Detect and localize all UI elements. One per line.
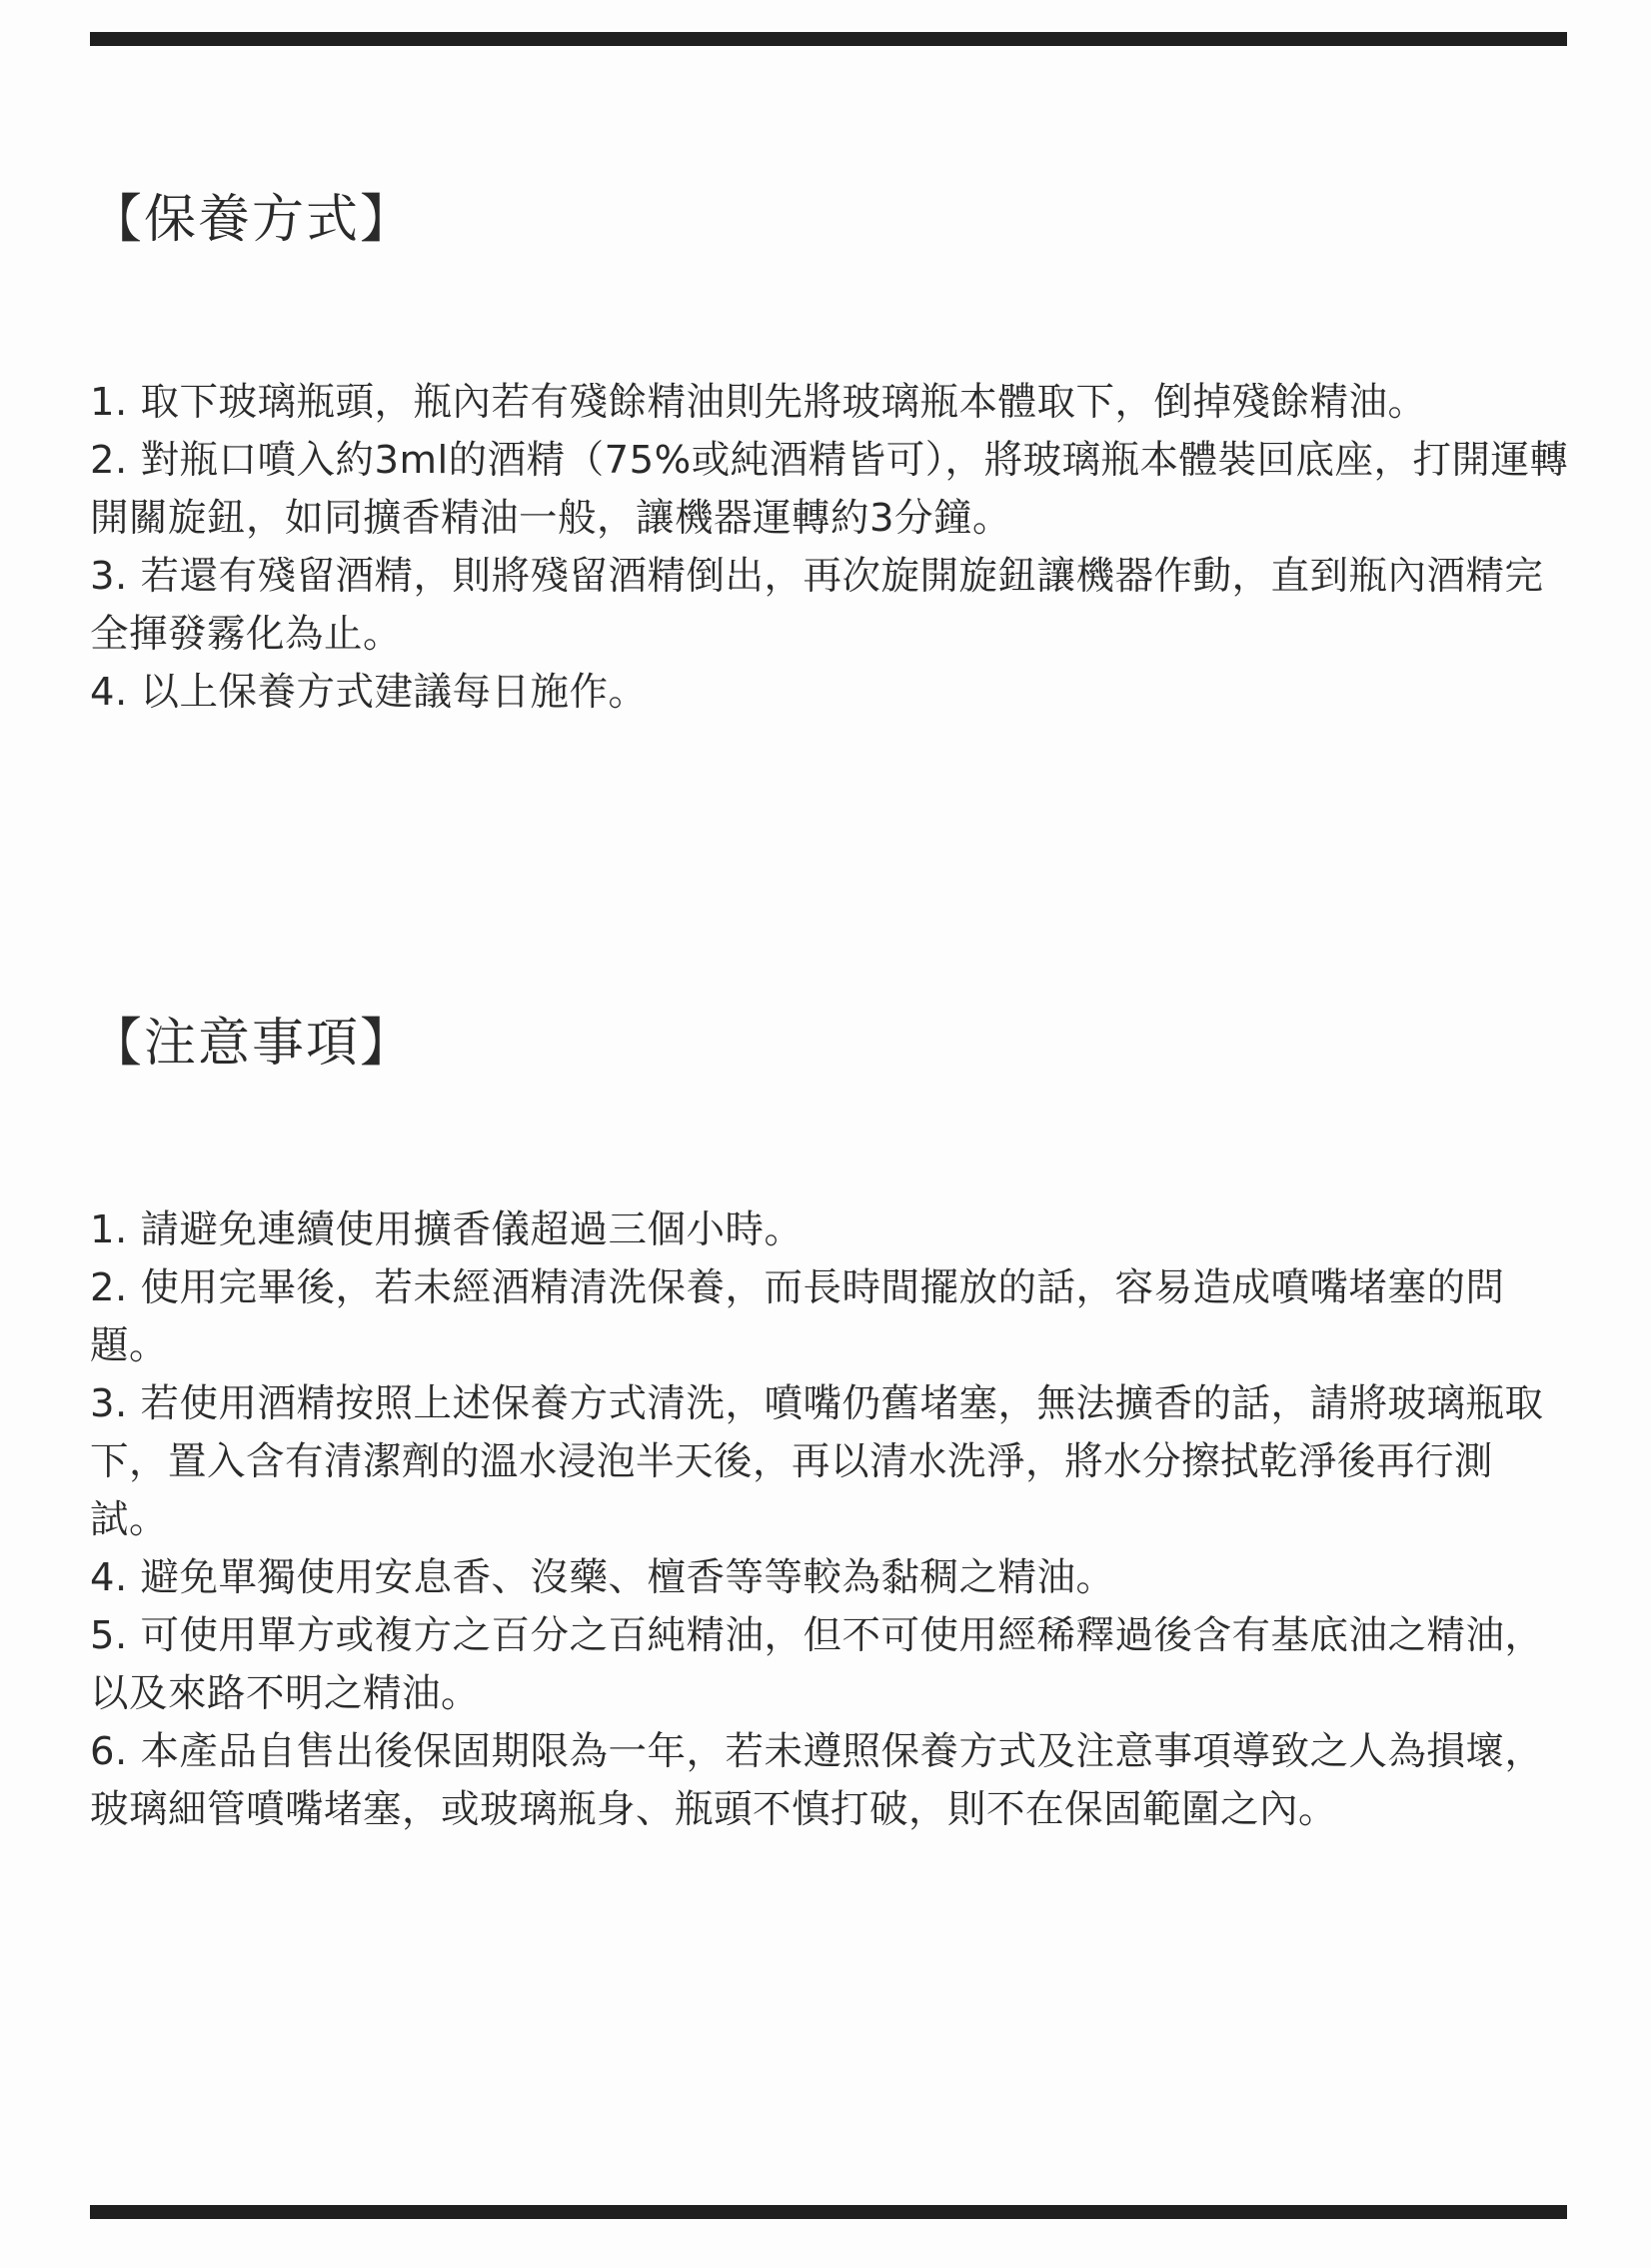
care-section <box>90 180 1569 722</box>
list-item: 4. 以上保養方式建議每日施作。 <box>90 670 648 715</box>
care-heading: 【保養方式】 <box>90 190 415 250</box>
list-item: 6. 本產品自售出後保固期限為一年，若未遵照保養方式及注意事項導致之人為損壞，玻璃細管噴嘴堵塞，或玻璃瓶身、瓶頭不慎打破，則不在保固範圍之內。 <box>90 1729 1544 1832</box>
notice-list <box>90 1201 1569 1839</box>
notice-heading: 【注意事項】 <box>90 1014 415 1074</box>
top-divider <box>90 32 1567 46</box>
care-list <box>90 374 1569 722</box>
list-item: 2. 對瓶口噴入約3ml的酒精（75%或純酒精皆可），將玻璃瓶本體裝回底座，打開運轉開關旋鈕，如同擴香精油一般，讓機器運轉約3分鐘。 <box>90 438 1569 541</box>
bottom-divider <box>90 2205 1567 2219</box>
notice-section <box>90 1004 1569 1839</box>
list-item: 1. 取下玻璃瓶頭，瓶內若有殘餘精油則先將玻璃瓶本體取下，倒掉殘餘精油。 <box>90 380 1427 425</box>
list-item: 5. 可使用單方或複方之百分之百純精油，但不可使用經稀釋過後含有基底油之精油，以及來路不明之精油。 <box>90 1613 1544 1716</box>
list-item: 4. 避免單獨使用安息香、沒藥、檀香等等較為黏稠之精油。 <box>90 1555 1115 1600</box>
list-item: 3. 若還有殘留酒精，則將殘留酒精倒出，再次旋開旋鈕讓機器作動，直到瓶內酒精完全揮發霧化為止。 <box>90 554 1544 657</box>
list-item: 1. 請避免連續使用擴香儀超過三個小時。 <box>90 1207 804 1252</box>
list-item: 2. 使用完畢後，若未經酒精清洗保養，而長時間擺放的話，容易造成噴嘴堵塞的問題。 <box>90 1265 1505 1368</box>
list-item: 3. 若使用酒精按照上述保養方式清洗，噴嘴仍舊堵塞，無法擴香的話，請將玻璃瓶取下，置入含有清潔劑的溫水浸泡半天後，再以清水洗淨，將水分擦拭乾淨後再行測試。 <box>90 1381 1544 1542</box>
